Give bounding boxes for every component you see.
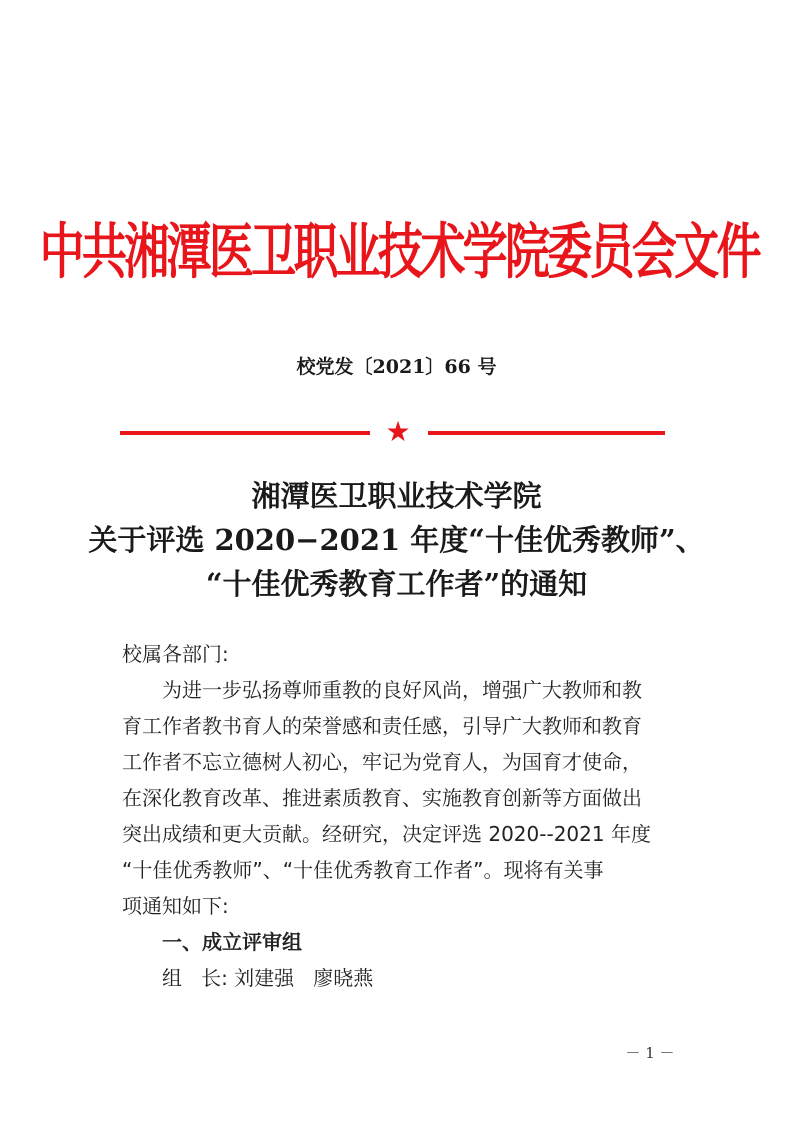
red-rule-right (428, 431, 665, 435)
title-line-3: “十佳优秀教育工作者”的通知 (205, 567, 588, 601)
group-leader-line: 组 长: 刘建强 廖晓燕 (162, 966, 374, 990)
paragraph-line: 育工作者教书育人的荣誉感和责任感，引导广大教师和教育 (122, 714, 642, 738)
page-number: － 1 － (625, 1044, 675, 1062)
salutation: 校属各部门: (122, 642, 229, 666)
document-masthead: 中共湘潭医卫职业技术学院委员会文件 (39, 216, 759, 287)
document-number: 校党发〔2021〕66 号 (296, 356, 497, 378)
paragraph-line: 突出成绩和更大贡献。经研究，决定评选 2020--2021 年度 (122, 822, 651, 846)
title-line-1: 湘潭医卫职业技术学院 (251, 479, 542, 513)
paragraph-line: 工作者不忘立德树人初心，牢记为党育人，为国育才使命， (122, 750, 642, 774)
body-paragraph (122, 672, 682, 996)
paragraph-line: 在深化教育改革、推进素质教育、实施教育创新等方面做出 (122, 786, 642, 810)
paragraph-line: 项通知如下: (122, 894, 229, 918)
red-star-icon: ★ (385, 415, 411, 448)
title-line-2: 关于评选 2020−2021 年度“十佳优秀教师”、 (88, 523, 705, 557)
section-heading: 一、成立评审组 (162, 930, 302, 954)
red-rule-left (120, 431, 370, 435)
paragraph-line: “十佳优秀教师”、“十佳优秀教育工作者”。现将有关事 (122, 858, 604, 882)
paragraph-line: 为进一步弘扬尊师重教的良好风尚，增强广大教师和教 (162, 678, 642, 702)
